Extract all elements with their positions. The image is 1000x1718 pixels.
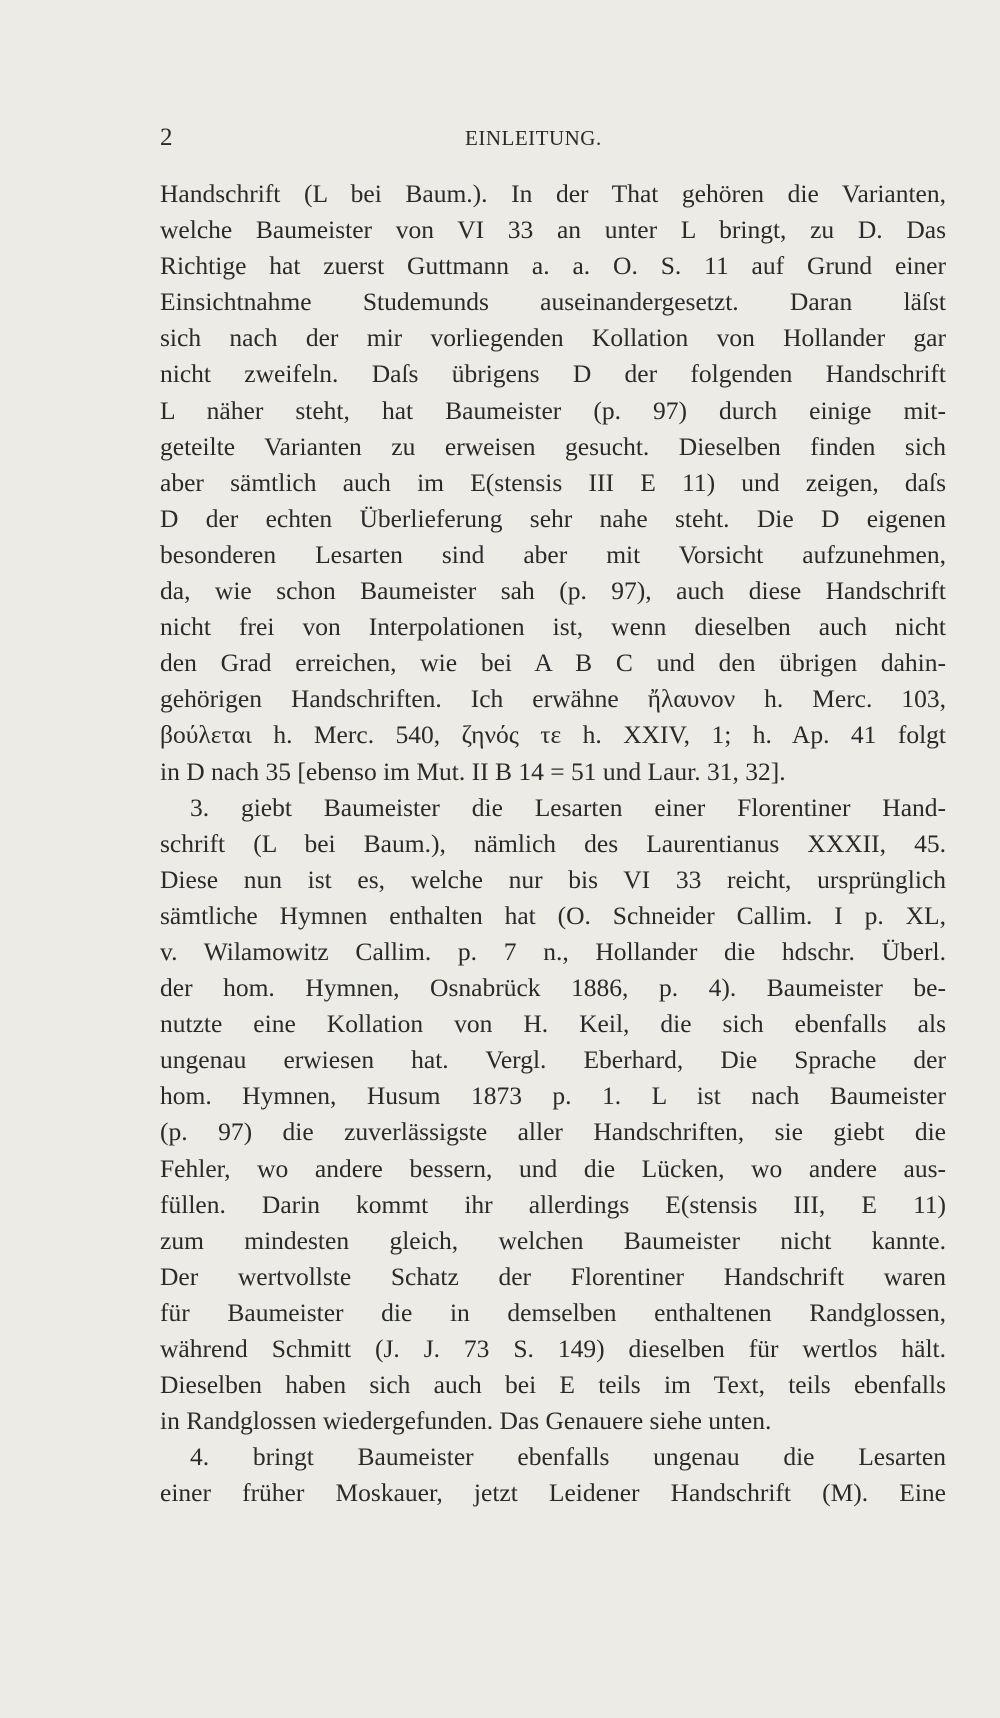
text-line: sämtliche Hymnen enthalten hat (O. Schneider Callim. I p. XL, — [160, 900, 946, 930]
text-line: welche Baumeister von VI 33 an unter L bringt, zu D. Das — [160, 215, 946, 245]
text-line: den Grad erreichen, wie bei A B C und den übrigen dahin- — [160, 648, 946, 678]
text-line: während Schmitt (J. J. 73 S. 149) dieselben für wertlos hält. — [160, 1334, 946, 1363]
text-line: Richtige hat zuerst Guttmann a. a. O. S. 11 auf Grund einer — [160, 251, 946, 281]
text-line: da, wie schon Baumeister sah (p. 97), auch diese Handschrift — [160, 576, 946, 606]
text-line: 3. giebt Baumeister die Lesarten einer Florentiner Hand- — [190, 792, 946, 822]
text-line: βούλεται h. Merc. 540, ζηνός τε h. XXIV, 1; h. Ap. 41 folgt — [160, 720, 946, 750]
text-line: nicht frei von Interpolationen ist, wenn dieselben auch nicht — [160, 612, 946, 642]
page-header — [160, 124, 640, 156]
text-line: besonderen Lesarten sind aber mit Vorsicht aufzunehmen, — [160, 539, 946, 569]
text-line: in Randglossen wiedergefunden. Das Genauere siehe unten. — [160, 1406, 772, 1436]
text-line: Dieselben haben sich auch bei E teils im Text, teils ebenfalls — [160, 1370, 946, 1400]
page-number: 2 — [160, 124, 173, 151]
text-line: nutzte eine Kollation von H. Keil, die sich ebenfalls als — [160, 1009, 946, 1039]
text-line: geteilte Varianten zu erweisen gesucht. Dieselben finden sich — [160, 431, 946, 461]
text-line: D der echten Überlieferung sehr nahe steht. Die D eigenen — [160, 503, 946, 533]
text-line: zum mindesten gleich, welchen Baumeister nicht kannte. — [160, 1225, 946, 1255]
text-line: aber sämtlich auch im E(stensis III E 11) und zeigen, daſs — [160, 467, 946, 497]
text-line: Handschrift (L bei Baum.). In der That gehören die Varianten, — [160, 179, 946, 208]
text-line: nicht zweifeln. Daſs übrigens D der folgenden Handschrift — [160, 359, 946, 389]
text-line: für Baumeister die in demselben enthaltenen Randglossen, — [160, 1297, 946, 1327]
text-line: (p. 97) die zuverlässigste aller Handschriften, sie giebt die — [160, 1117, 946, 1147]
running-title: EINLEITUNG. — [465, 126, 602, 150]
text-line: gehörigen Handschriften. Ich erwähne ἤλαυνον h. Merc. 103, — [160, 684, 946, 714]
text-line: füllen. Darin kommt ihr allerdings E(stensis III, E 11) — [160, 1189, 946, 1219]
text-line: einer früher Moskauer, jetzt Leidener Handschrift (M). Eine — [160, 1478, 946, 1508]
text-line: hom. Hymnen, Husum 1873 p. 1. L ist nach Baumeister — [160, 1081, 946, 1111]
text-line: Diese nun ist es, welche nur bis VI 33 reicht, ursprünglich — [160, 864, 946, 894]
text-line: L näher steht, hat Baumeister (p. 97) durch einige mit- — [160, 395, 946, 425]
text-line: Der wertvollste Schatz der Florentiner Handschrift waren — [160, 1261, 946, 1291]
text-line: sich nach der mir vorliegenden Kollation von Hollander gar — [160, 323, 946, 353]
text-line: Einsichtnahme Studemunds auseinandergesetzt. Daran läſst — [160, 287, 946, 317]
text-line: der hom. Hymnen, Osnabrück 1886, p. 4). Baumeister be- — [160, 973, 946, 1003]
body-text — [160, 176, 946, 1511]
text-line: schrift (L bei Baum.), nämlich des Laurentianus XXXII, 45. — [160, 828, 946, 858]
text-line: v. Wilamowitz Callim. p. 7 n., Hollander die hdschr. Überl. — [160, 936, 946, 966]
text-line: Fehler, wo andere bessern, und die Lücken, wo andere aus- — [160, 1153, 946, 1183]
text-line: ungenau erwiesen hat. Vergl. Eberhard, Die Sprache der — [160, 1045, 946, 1075]
text-line: 4. bringt Baumeister ebenfalls ungenau die Lesarten — [190, 1442, 946, 1472]
text-line: in D nach 35 [ebenso im Mut. II B 14 = 51 und Laur. 31, 32]. — [160, 756, 786, 786]
